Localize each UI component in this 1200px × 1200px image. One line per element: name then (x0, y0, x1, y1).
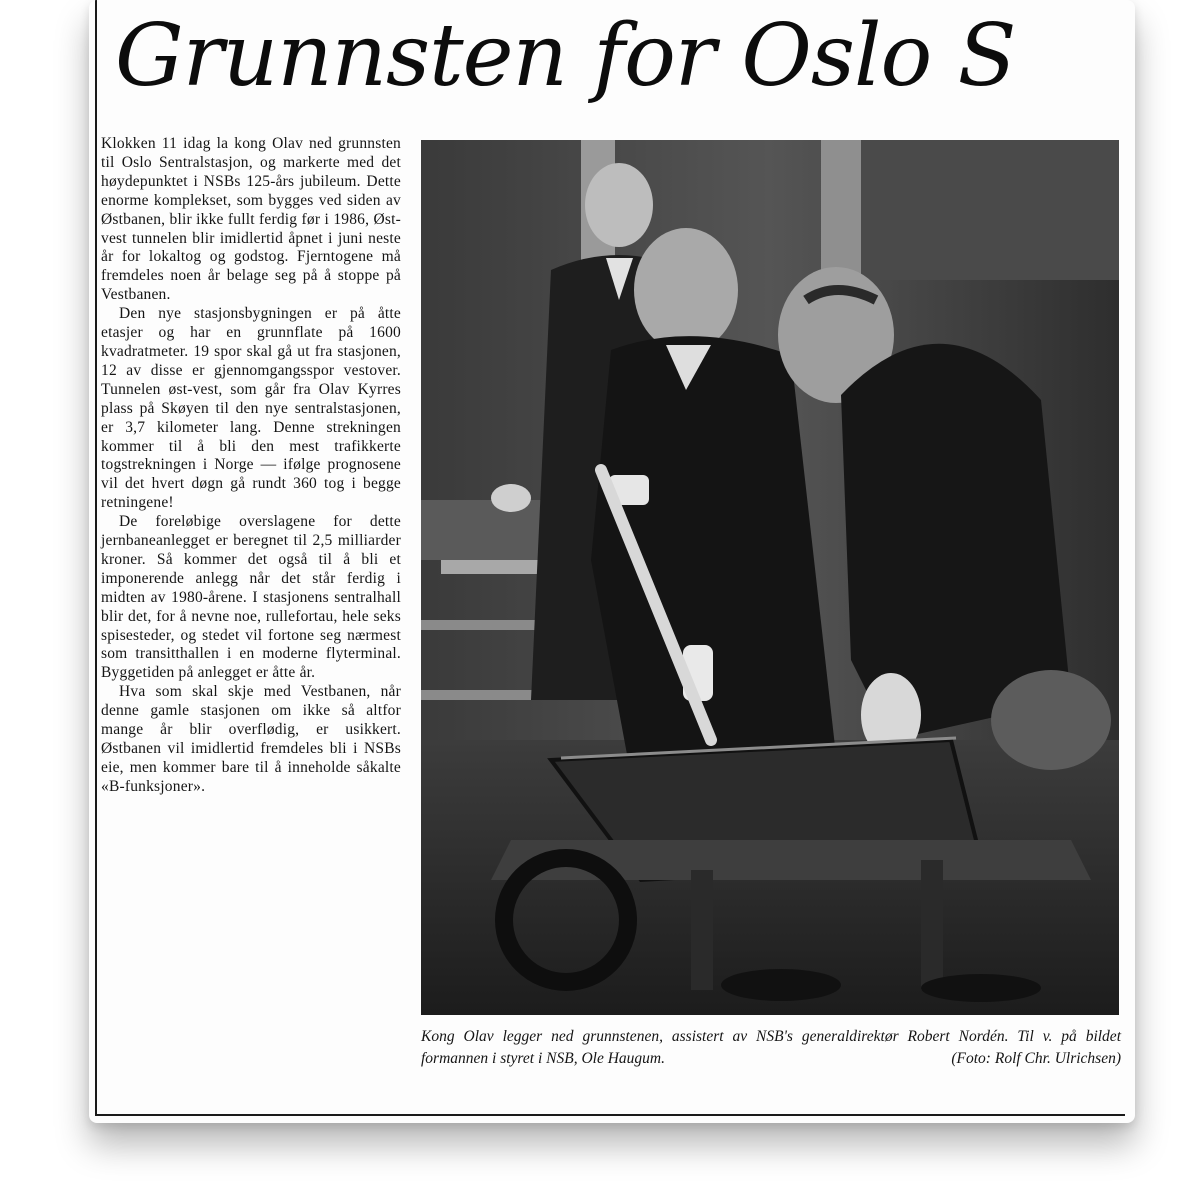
news-photo (421, 140, 1119, 1015)
article-paragraph-4: Hva som skal skje med Vestbanen, når denne gamle stasjonen om ikke så altfor mange år blir overflødig, er usikkert. Østbanen vil imidlertid fremdeles bli i NSBs eie, men kommer bare til å inneholde såkalte «B-funksjoner». (101, 683, 401, 795)
photo-caption (421, 1026, 1121, 1070)
photo-king-head (634, 228, 738, 352)
photo-plant (991, 670, 1111, 770)
photo-wheelbarrow-leg-1 (691, 870, 713, 990)
photo-wheelbarrow-leg-2 (921, 860, 943, 990)
photo-illustration (421, 140, 1119, 1015)
photo-man-left-hand (491, 484, 531, 512)
photo-man-left-head (585, 163, 653, 247)
photo-shoe-right (921, 974, 1041, 1002)
newspaper-clipping (89, 0, 1135, 1123)
article-paragraph-3: De foreløbige overslagene for dette jernbaneanlegget er beregnet til 2,5 milliarder kroner. Så kommer det også til å bli et imponerende anlegg når det står ferdig i midten av 1980-årene. I stasjonens sentralhall blir det, for å nevne noe, rullefortau, hele seks spisesteder, og stedet vil fortone seg nærmest som transitthallen i en moderne flyterminal. Byggetiden på anlegget er åtte år. (101, 513, 401, 682)
article-paragraph-1: Klokken 11 idag la kong Olav ned grunnsten til Oslo Sentralstasjon, og markerte med det høydepunktet i NSBs 125-års jubileum. Dette enorme komplekset, som bygges ved siden av Østbanen, blir ikke fullt ferdig før i 1986, Øst-vest tunnelen blir imidlertid åpnet i juni neste år for lokaltog og godstog. Fjerntogene må fremdeles noen år belage seg på å stoppe på Vestbanen. (101, 135, 401, 304)
photo-credit: (Foto: Rolf Chr. Ulrichsen) (951, 1049, 1121, 1067)
column-rule-bottom (95, 1114, 1125, 1116)
photo-shoe-left (721, 969, 841, 1001)
photo-caption-text: Kong Olav legger ned grunnstenen, assistert av NSB's generaldirektør Robert Nordén. Til v. på bildet formannen i styret i NSB, Ole Haugum. (421, 1028, 1121, 1067)
photo-wall-panel (861, 140, 1119, 280)
column-rule-left (95, 0, 97, 1115)
article-body (101, 135, 401, 797)
headline: Grunnsten for Oslo S (115, 6, 1016, 106)
article-paragraph-2: Den nye stasjonsbygningen er på åtte etasjer og har en grunnflate på 1600 kvadratmeter. 19 spor skal gå ut fra stasjonen, 12 av disse er gjennomgangsspor vestover. Tunnelen øst-vest, som går fra Olav Kyrres plass på Skøyen til den nye sentralstasjonen, er 3,7 kilometer lang. Denne strekningen kommer til å bli den mest trafikkerte togstrekningen i Norge — ifølge prognosene vil det hvert døgn gå rundt 360 tog i begge retningene! (101, 305, 401, 512)
